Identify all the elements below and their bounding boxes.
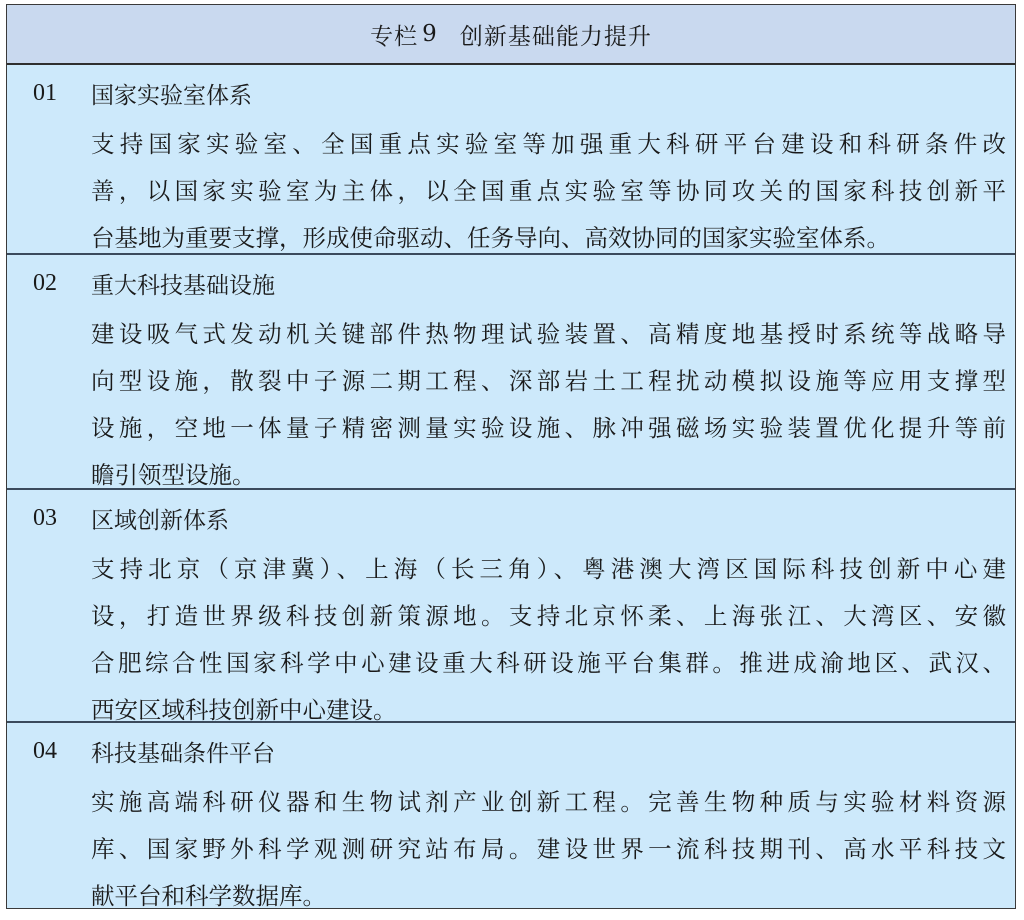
- section-text-line: 献平台和科学数据库。: [91, 882, 326, 910]
- section-text-line: 西安区域科技创新中心建设。: [91, 696, 397, 724]
- section-title: 重大科技基础设施: [91, 272, 275, 299]
- section-number: 03: [33, 504, 57, 531]
- section-04: [7, 723, 1015, 912]
- section-text-line: 善，以国家实验室为主体，以全国重点实验室等协同攻关的国家科技创新平: [91, 177, 1006, 205]
- section-text-line: 库、国家野外科学观测研究站布局。建设世界一流科技期刊、高水平科技文: [91, 835, 1006, 863]
- column-title: 创新基础能力提升: [459, 23, 652, 50]
- section-03: [7, 490, 1015, 723]
- section-heading: [7, 723, 1015, 779]
- section-number: 02: [33, 269, 57, 296]
- section-title: 科技基础条件平台: [91, 740, 275, 767]
- section-02: [7, 255, 1015, 490]
- section-text-line: 实施高端科研仪器和生物试剂产业创新工程。完善生物种质与实验材料资源: [91, 788, 1006, 816]
- section-text-line: 设施，空地一体量子精密测量实验设施、脉冲强磁场实验装置优化提升等前: [91, 414, 1006, 442]
- section-number: 01: [33, 79, 57, 106]
- column-prefix: 专栏: [370, 23, 419, 50]
- section-title: 区域创新体系: [91, 507, 229, 534]
- section-text-line: 建设吸气式发动机关键部件热物理试验装置、高精度地基授时系统等战略导: [91, 320, 1006, 348]
- section-text-line: 台基地为重要支撑，形成使命驱动、任务导向、高效协同的国家实验室体系。: [91, 224, 890, 252]
- section-number: 04: [33, 737, 57, 764]
- section-heading: [7, 255, 1015, 311]
- section-text-line: 向型设施，散裂中子源二期工程、深部岩土工程扰动模拟设施等应用支撑型: [91, 367, 1006, 395]
- section-01: [7, 65, 1015, 255]
- section-text-line: 支持北京（京津冀）、上海（长三角）、粤港澳大湾区国际科技创新中心建: [91, 555, 1006, 583]
- section-heading: [7, 490, 1015, 546]
- column-header: [7, 5, 1015, 65]
- column-box: [6, 4, 1016, 909]
- section-text-line: 支持国家实验室、全国重点实验室等加强重大科研平台建设和科研条件改: [91, 130, 1006, 158]
- section-text-line: 合肥综合性国家科学中心建设重大科研设施平台集群。推进成渝地区、武汉、: [91, 649, 1006, 677]
- column-number: 9: [422, 21, 438, 47]
- section-title: 国家实验室体系: [91, 82, 252, 109]
- sections: [7, 65, 1015, 912]
- section-text-line: 瞻引领型设施。: [91, 461, 256, 489]
- section-heading: [7, 65, 1015, 121]
- section-text-line: 设，打造世界级科技创新策源地。支持北京怀柔、上海张江、大湾区、安徽: [91, 602, 1006, 630]
